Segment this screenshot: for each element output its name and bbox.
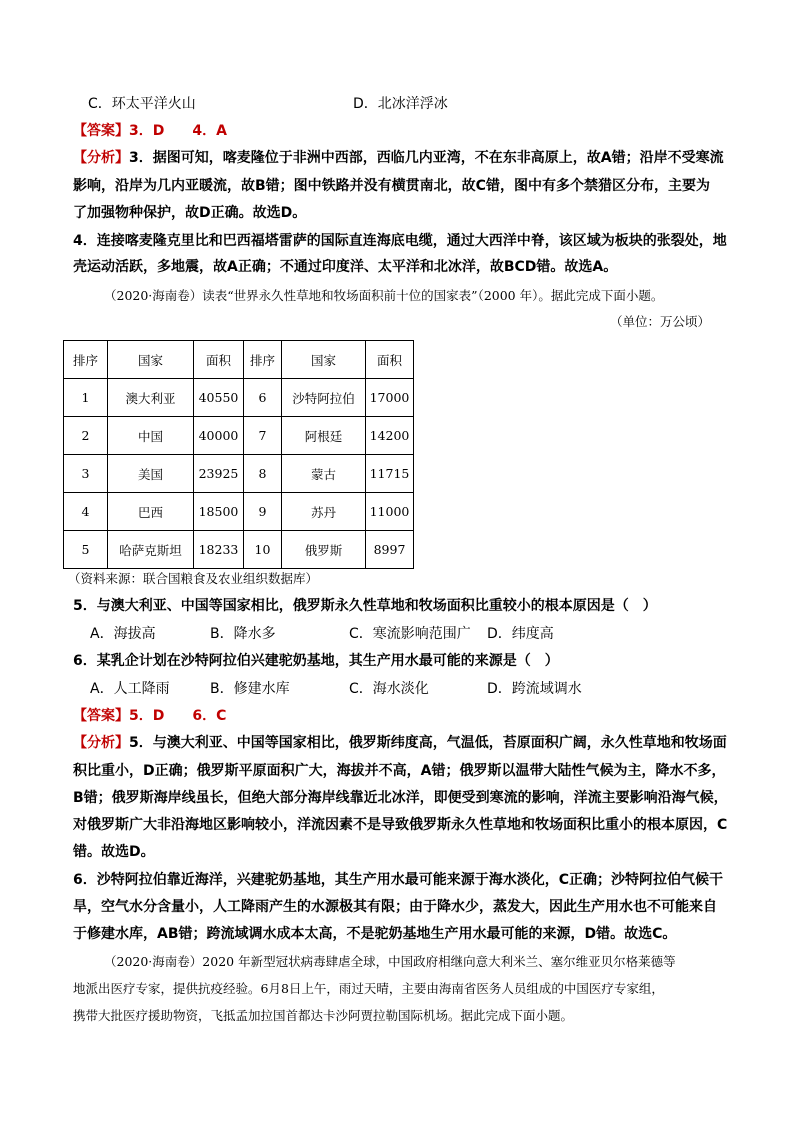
- analysis-6-line2: 旱，空气水分含量小，人工降雨产生的水源极其有限；由于降水少，蒸发大，因此生产用水也不可能来自: [73, 899, 717, 915]
- question-6-stem: 6．某乳企计划在沙特阿拉伯兴建驼奶基地，其生产用水最可能的来源是（ ）: [73, 653, 559, 669]
- analysis-6-line3: 于修建水库，AB错；跨流域调水成本太高，不是驼奶基地生产用水最可能的来源，D错。故选C。: [73, 926, 677, 942]
- table-cell: 40550: [194, 379, 244, 417]
- table-row: [64, 455, 414, 493]
- option-d: D．北冰洋浮冰: [353, 96, 448, 112]
- table-cell: 18233: [194, 531, 244, 569]
- intro-7-8-line2: 地派出医疗专家，提供抗疫经验。6月8日上午，雨过天晴，主要由海南省医务人员组成的中国医疗专家组，: [73, 981, 664, 996]
- intro-5-6: （2020·海南卷）读表“世界永久性草地和牧场面积前十位的国家表”（2000 年）。据此完成下面小题。: [104, 288, 664, 303]
- table-cell: 蒙古: [282, 455, 366, 493]
- answer-label: 【答案】: [73, 123, 129, 139]
- intro-7-8-line3: 携带大批医疗援助物资，飞抵孟加拉国首都达卡沙阿贾拉勒国际机场。据此完成下面小题。: [73, 1008, 574, 1023]
- table-cell: 8: [244, 455, 282, 493]
- analysis-3-line3: 了加强物种保护，故D正确。故选D。: [73, 205, 307, 221]
- table-cell: 澳大利亚: [108, 379, 194, 417]
- q5-option-a: A．海拔高: [90, 626, 156, 642]
- analysis-5-line3: B错；俄罗斯海岸线虽长，但绝大部分海岸线靠近北冰洋，即便受到寒流的影响，洋流主要影响沿海气候，: [73, 790, 728, 806]
- table-header: 排序: [244, 341, 282, 379]
- table-row: [64, 379, 414, 417]
- table-cell: 沙特阿拉伯: [282, 379, 366, 417]
- table-header-row: [64, 341, 414, 379]
- analysis-label: 【分析】: [73, 735, 129, 751]
- table-cell: 俄罗斯: [282, 531, 366, 569]
- table-cell: 阿根廷: [282, 417, 366, 455]
- table-cell: 11715: [366, 455, 414, 493]
- analysis-3-line2: 影响，沿岸为几内亚暖流，故B错；图中铁路并没有横贯南北，故C错，图中有多个禁猎区分布，主要为: [73, 178, 710, 194]
- table-header: 面积: [194, 341, 244, 379]
- q5-option-c: C．寒流影响范围广: [349, 626, 471, 642]
- table-cell: 17000: [366, 379, 414, 417]
- table-cell: 4: [64, 493, 108, 531]
- table-cell: 8997: [366, 531, 414, 569]
- table-cell: 1: [64, 379, 108, 417]
- table-cell: 23925: [194, 455, 244, 493]
- analysis-label: 【分析】: [73, 150, 129, 166]
- table-cell: 9: [244, 493, 282, 531]
- table-header: 国家: [108, 341, 194, 379]
- table-cell: 6: [244, 379, 282, 417]
- table-cell: 11000: [366, 493, 414, 531]
- analysis-3-line1: 【分析】3．据图可知，喀麦隆位于非洲中西部，西临几内亚湾，不在东非高原上，故A错；沿岸不受寒流: [73, 150, 724, 166]
- table-cell: 3: [64, 455, 108, 493]
- table-cell: 巴西: [108, 493, 194, 531]
- answer-5-6: [73, 702, 733, 730]
- answer-3-4: [73, 117, 733, 145]
- q6-option-d: D．跨流域调水: [487, 681, 582, 697]
- table-row: [64, 493, 414, 531]
- table-source: （资料来源：联合国粮食及农业组织数据库）: [68, 571, 319, 586]
- analysis-5-line4: 对俄罗斯广大非沿海地区影响较小，洋流因素不是导致俄罗斯永久性草地和牧场面积比重小的根本原因，C: [73, 817, 728, 833]
- unit-label: （单位：万公顷）: [610, 314, 711, 329]
- q5-option-d: D．纬度高: [487, 626, 554, 642]
- table-cell: 18500: [194, 493, 244, 531]
- table-header: 面积: [366, 341, 414, 379]
- q6-option-c: C．海水淡化: [349, 681, 429, 697]
- table-header: 国家: [282, 341, 366, 379]
- analysis-4-line2: 壳运动活跃，多地震，故A正确；不通过印度洋、太平洋和北冰洋，故BCD错。故选A。: [73, 259, 618, 275]
- table-row: [64, 417, 414, 455]
- table-cell: 苏丹: [282, 493, 366, 531]
- grassland-table: [63, 340, 414, 569]
- table-cell: 7: [244, 417, 282, 455]
- analysis-5-line5: 错。故选D。: [73, 844, 155, 860]
- analysis-5-line2: 积比重小，D正确；俄罗斯平原面积广大，海拔并不高，A错；俄罗斯以温带大陆性气候为主，降水不多，: [73, 763, 726, 779]
- table-cell: 哈萨克斯坦: [108, 531, 194, 569]
- q5-option-b: B．降水多: [210, 626, 276, 642]
- table-cell: 40000: [194, 417, 244, 455]
- table-cell: 2: [64, 417, 108, 455]
- table-cell: 美国: [108, 455, 194, 493]
- analysis-5-line1: 【分析】5．与澳大利亚、中国等国家相比，俄罗斯纬度高，气温低，苔原面积广阔，永久性草地和牧场面: [73, 735, 727, 751]
- analysis-4-line1: 4．连接喀麦隆克里比和巴西福塔雷萨的国际直连海底电缆，通过大西洋中脊，该区域为板块的张裂处，地: [73, 233, 727, 249]
- q6-option-a: A．人工降雨: [90, 681, 170, 697]
- table-row: [64, 531, 414, 569]
- analysis-6-line1: 6．沙特阿拉伯靠近海洋，兴建驼奶基地，其生产用水最可能来源于海水淡化，C正确；沙特阿拉伯气候干: [73, 872, 724, 888]
- intro-7-8-line1: （2020·海南卷）2020 年新型冠状病毒肆虐全球，中国政府相继向意大利米兰、塞尔维亚贝尔格莱德等: [104, 954, 676, 969]
- answer-value: 3．D 4．A: [129, 123, 227, 139]
- table-cell: 5: [64, 531, 108, 569]
- answer-label: 【答案】: [73, 708, 129, 724]
- table-cell: 14200: [366, 417, 414, 455]
- q6-option-b: B．修建水库: [210, 681, 290, 697]
- table-header: 排序: [64, 341, 108, 379]
- answer-value: 5．D 6．C: [129, 708, 227, 724]
- table-cell: 10: [244, 531, 282, 569]
- question-5-stem: 5．与澳大利亚、中国等国家相比，俄罗斯永久性草地和牧场面积比重较小的根本原因是（ ）: [73, 598, 657, 614]
- option-c: C．环太平洋火山: [88, 96, 196, 112]
- table-cell: 中国: [108, 417, 194, 455]
